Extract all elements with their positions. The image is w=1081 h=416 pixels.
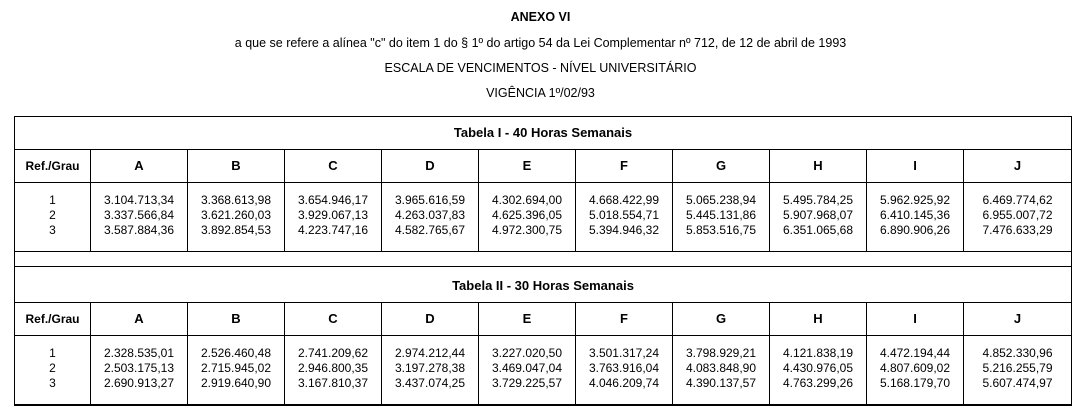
scale-title: ESCALA DE VENCIMENTOS - NÍVEL UNIVERSITÁRIO	[384, 61, 697, 75]
ref-value: 3	[49, 376, 56, 390]
salary-value: 4.763.299,26	[782, 376, 854, 390]
salary-value: 4.582.765,67	[394, 223, 466, 237]
grade-column-d	[381, 336, 478, 404]
salary-value: 4.972.300,75	[491, 223, 563, 237]
grade-header-b: B	[187, 150, 284, 182]
grade-column-c	[284, 183, 381, 251]
salary-value: 5.018.554,71	[588, 208, 660, 222]
grade-header-b: B	[187, 303, 284, 335]
salary-value: 3.437.074,25	[394, 376, 466, 390]
grade-column-h	[769, 336, 866, 404]
salary-value: 5.607.474,97	[982, 376, 1053, 390]
vigencia-label: VIGÊNCIA 1º/02/93	[486, 86, 595, 100]
ref-value: 2	[49, 361, 56, 375]
salary-value: 5.445.131,86	[685, 208, 757, 222]
salary-value: 3.197.278,38	[394, 361, 466, 375]
salary-value: 5.065.238,94	[685, 193, 757, 207]
salary-value: 4.302.694,00	[491, 193, 563, 207]
salary-value: 2.741.209,62	[297, 346, 369, 360]
table-separator	[15, 252, 1071, 267]
salary-value: 3.929.067,13	[297, 208, 369, 222]
grade-header-h: H	[769, 150, 866, 182]
salary-value: 4.472.194,44	[879, 346, 951, 360]
salary-value: 3.337.566,84	[103, 208, 175, 222]
grade-column-f	[575, 336, 672, 404]
salary-value: 6.955.007,72	[982, 208, 1053, 222]
grade-column-f	[575, 183, 672, 251]
grade-column-a	[90, 183, 187, 251]
salary-value: 5.216.255,79	[982, 361, 1053, 375]
salary-value: 5.394.946,32	[588, 223, 660, 237]
grade-column-j	[963, 336, 1071, 404]
grade-column-b	[187, 183, 284, 251]
salary-value: 4.083.848,90	[685, 361, 757, 375]
salary-value: 4.430.976,05	[782, 361, 854, 375]
salary-value: 4.625.396,05	[491, 208, 563, 222]
table-header-row	[15, 150, 1071, 183]
grade-header-e: E	[478, 150, 575, 182]
grade-column-i	[866, 336, 963, 404]
salary-value: 6.469.774,62	[982, 193, 1053, 207]
salary-value: 3.621.260,03	[200, 208, 272, 222]
salary-value: 4.668.422,99	[588, 193, 660, 207]
salary-value: 2.503.175,13	[103, 361, 175, 375]
ref-value: 2	[49, 208, 56, 222]
salary-value: 4.390.137,57	[685, 376, 757, 390]
salary-value: 3.763.916,04	[588, 361, 660, 375]
grade-column-d	[381, 183, 478, 251]
grade-header-f: F	[575, 303, 672, 335]
grade-header-e: E	[478, 303, 575, 335]
grade-column-j	[963, 183, 1071, 251]
ref-grau-header: Ref./Grau	[25, 312, 80, 326]
ref-column	[15, 183, 90, 251]
salary-value: 5.907.968,07	[782, 208, 854, 222]
salary-value: 2.328.535,01	[103, 346, 175, 360]
salary-value: 4.223.747,16	[297, 223, 369, 237]
salary-value: 3.368.613,98	[200, 193, 272, 207]
salary-value: 4.263.037,83	[394, 208, 466, 222]
salary-value: 3.892.854,53	[200, 223, 272, 237]
grade-column-a	[90, 336, 187, 404]
salary-value: 5.168.179,70	[879, 376, 951, 390]
table-title: Tabela II - 30 Horas Semanais	[15, 270, 1071, 303]
grade-column-g	[672, 183, 769, 251]
table-title: Tabela I - 40 Horas Semanais	[15, 117, 1071, 150]
salary-value: 2.526.460,48	[200, 346, 272, 360]
salary-value: 7.476.633,29	[982, 223, 1053, 237]
ref-value: 1	[49, 346, 56, 360]
salary-value: 5.962.925,92	[879, 193, 951, 207]
salary-value: 2.974.212,44	[394, 346, 466, 360]
annex-title: ANEXO VI	[510, 10, 571, 24]
salary-value: 3.167.810,37	[297, 376, 369, 390]
salary-value: 2.715.945,02	[200, 361, 272, 375]
grade-header-d: D	[381, 303, 478, 335]
grade-column-b	[187, 336, 284, 404]
salary-value: 3.654.946,17	[297, 193, 369, 207]
salary-value: 4.807.609,02	[879, 361, 951, 375]
ref-value: 1	[49, 193, 56, 207]
grade-header-a: A	[90, 303, 187, 335]
salary-value: 2.946.800,35	[297, 361, 369, 375]
salary-value: 3.587.884,36	[103, 223, 175, 237]
salary-value: 2.919.640,90	[200, 376, 272, 390]
grade-header-h: H	[769, 303, 866, 335]
salary-value: 2.690.913,27	[103, 376, 175, 390]
salary-value: 6.410.145,36	[879, 208, 951, 222]
grade-header-g: G	[672, 150, 769, 182]
salary-value: 6.890.906,26	[879, 223, 951, 237]
grade-header-a: A	[90, 150, 187, 182]
salary-value: 3.729.225,57	[491, 376, 563, 390]
salary-value: 4.046.209,74	[588, 376, 660, 390]
grade-header-f: F	[575, 150, 672, 182]
salary-tables-frame	[14, 116, 1072, 406]
salary-value: 6.351.065,68	[782, 223, 854, 237]
salary-value: 3.469.047,04	[491, 361, 563, 375]
salary-value: 3.104.713,34	[103, 193, 175, 207]
grade-column-i	[866, 183, 963, 251]
ref-value: 3	[49, 223, 56, 237]
annex-subtitle: a que se refere a alínea "c" do item 1 do § 1º do artigo 54 da Lei Complementar nº 712, de 12 de abril de 1993	[234, 36, 847, 50]
table-body	[15, 336, 1071, 405]
grade-header-c: C	[284, 303, 381, 335]
salary-value: 4.852.330,96	[982, 346, 1053, 360]
grade-header-g: G	[672, 303, 769, 335]
grade-column-e	[478, 336, 575, 404]
salary-value: 3.227.020,50	[491, 346, 563, 360]
salary-value: 5.495.784,25	[782, 193, 854, 207]
grade-header-d: D	[381, 150, 478, 182]
grade-header-c: C	[284, 150, 381, 182]
salary-value: 3.501.317,24	[588, 346, 660, 360]
grade-column-h	[769, 183, 866, 251]
grade-column-c	[284, 336, 381, 404]
table-header-row	[15, 303, 1071, 336]
salary-value: 3.965.616,59	[394, 193, 466, 207]
grade-header-i: I	[866, 150, 963, 182]
ref-grau-header: Ref./Grau	[25, 159, 80, 173]
grade-column-e	[478, 183, 575, 251]
ref-column	[15, 336, 90, 404]
table-body	[15, 183, 1071, 252]
salary-value: 4.121.838,19	[782, 346, 854, 360]
grade-column-g	[672, 336, 769, 404]
grade-header-i: I	[866, 303, 963, 335]
grade-header-j: J	[963, 303, 1071, 335]
grade-header-j: J	[963, 150, 1071, 182]
salary-value: 3.798.929,21	[685, 346, 757, 360]
salary-value: 5.853.516,75	[685, 223, 757, 237]
